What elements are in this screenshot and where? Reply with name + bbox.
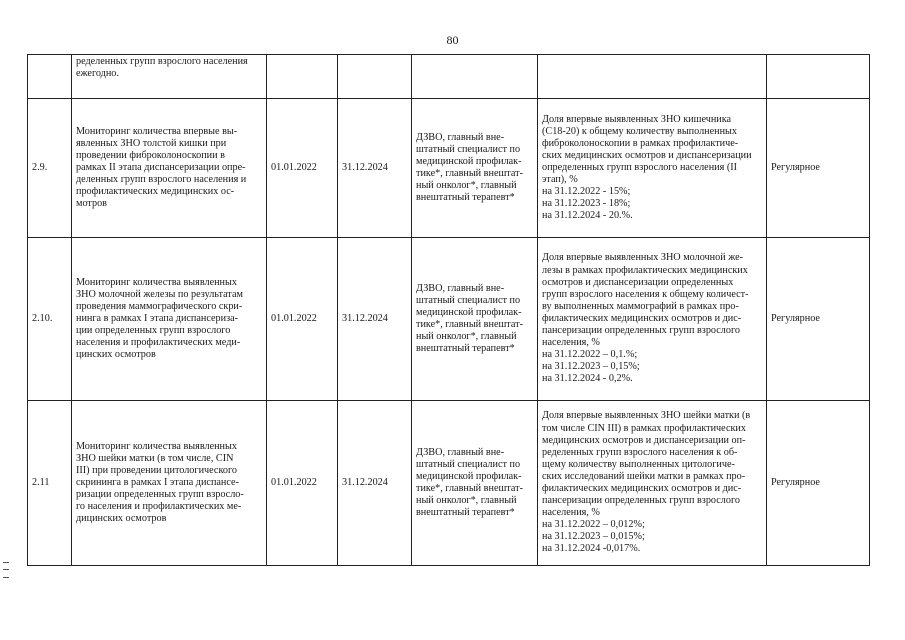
table-row xyxy=(28,99,870,238)
table-row xyxy=(28,238,870,401)
event-description: Мониторинг количества выявленных ЗНО молочной железы по результатам проведения маммографического скри- нинга в рамках I этапа диспансеризa- ции определенных групп взрослого населения и профилактических меди- цинских осмотров xyxy=(72,238,267,401)
row-number: 2.11 xyxy=(28,401,72,566)
binding-marks xyxy=(3,562,9,578)
responsible: ДЗВО, главный вне- штатный специалист по медицинской профилак- тике*, главный внештат- ный онколог*, главный внештатный терапевт* xyxy=(412,238,538,401)
indicator xyxy=(538,55,767,99)
table-row xyxy=(28,401,870,566)
periodicity: Регулярное xyxy=(767,99,870,238)
periodicity xyxy=(767,55,870,99)
indicator: Доля впервые выявленных ЗНО кишечника (С18-20) к общему количеству выполненных фиброколоноскопии в рамках профилактиче- ских медицинских осмотров и диспансеризации определенных групп взрослого населения (II этап), % на 31.12.2022 - 15%; на 31.12.2023 - 18%; на 31.12.2024 - 20.%. xyxy=(538,99,767,238)
responsible: ДЗВО, главный вне- штатный специалист по медицинской профилак- тике*, главный внештат- ный онколог*, главный внештатный терапевт* xyxy=(412,401,538,566)
start-date xyxy=(267,55,338,99)
row-number xyxy=(28,55,72,99)
page-number: 80 xyxy=(446,33,459,47)
responsible xyxy=(412,55,538,99)
indicator: Доля впервые выявленных ЗНО шейки матки (в том числе CIN III) в рамках профилактических медицинских осмотров и диспансеризации оп- ределенных групп взрослого населения к об- щему количеству выполненных цитологиче- ских исследований шейки матки в рамках про- филактических медицинских осмотров и дис- пансеризации определенных групп взрослого населения, % на 31.12.2022 – 0,012%; на 31.12.2023 – 0,015%; на 31.12.2024 -0,017%. xyxy=(538,401,767,566)
event-description: Мониторинг количества впервые вы- явленных ЗНО толстой кишки при проведении фиброколоноскопии в рамках II этапа диспансеризации опре- деленных групп взрослого населения и профилактических медицинских ос- мотров xyxy=(72,99,267,238)
end-date: 31.12.2024 xyxy=(338,401,412,566)
event-description: Мониторинг количества выявленных ЗНО шейки матки (в том числе, CIN III) при проведении цитологического скрининга в рамках I этапа диспансе- ризации определенных групп взросло- го населения и профилактических ме- дицинских осмотров xyxy=(72,401,267,566)
indicator: Доля впервые выявленных ЗНО молочной же- лезы в рамках профилактических медицинских осмотров и диспансеризации определенных групп взрослого населения к общему количест- ву выполненных маммографий в рамках про- филактических медицинских осмотров и дис- пансеризации определенных групп взрослого населения, % на 31.12.2022 – 0,1.%; на 31.12.2023 – 0,15%; на 31.12.2024 - 0,2%. xyxy=(538,238,767,401)
event-description: ределенных групп взрослого населения ежегодно. xyxy=(72,55,267,99)
responsible: ДЗВО, главный вне- штатный специалист по медицинской профилак- тике*, главный внештат- ный онколог*, главный внештатный терапевт* xyxy=(412,99,538,238)
start-date: 01.01.2022 xyxy=(267,401,338,566)
end-date xyxy=(338,55,412,99)
end-date: 31.12.2024 xyxy=(338,238,412,401)
start-date: 01.01.2022 xyxy=(267,238,338,401)
end-date: 31.12.2024 xyxy=(338,99,412,238)
row-number: 2.9. xyxy=(28,99,72,238)
table-row xyxy=(28,55,870,99)
plan-table xyxy=(27,54,870,566)
periodicity: Регулярное xyxy=(767,401,870,566)
periodicity: Регулярное xyxy=(767,238,870,401)
start-date: 01.01.2022 xyxy=(267,99,338,238)
row-number: 2.10. xyxy=(28,238,72,401)
